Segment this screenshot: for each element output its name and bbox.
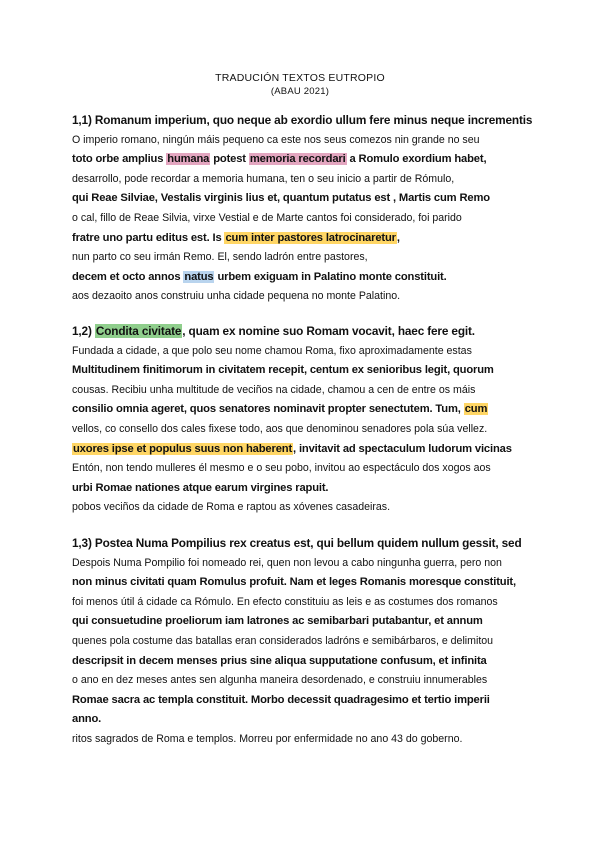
text-segment: foi menos útil á cidade ca Rómulo. En efecto constituiu as leis e as costumes dos romanos <box>72 595 498 608</box>
document-title: TRADUCIÓN TEXTOS EUTROPIO <box>215 72 385 84</box>
latin-line <box>72 442 512 456</box>
section-heading <box>72 113 532 127</box>
latin-line <box>72 191 490 205</box>
galician-translation-line <box>72 211 462 225</box>
text-segment: a Romulo exordium habet, <box>346 153 487 166</box>
text-segment: Fundada a cidade, a que polo seu nome chamou Roma, fixo aproximadamente estas <box>72 344 472 357</box>
text-segment: descripsit in decem menses prius sine aliqua supputatione confusum, et infinita <box>72 654 487 667</box>
text-segment: ritos sagrados de Roma e templos. Morreu por enfermidade no ano 43 do goberno. <box>72 733 463 745</box>
text-segment: consilio omnia ageret, quos senatores nominavit propter senectutem. Tum, <box>72 403 464 416</box>
highlighted-phrase: cum inter pastores latrocinaretur <box>225 231 396 244</box>
text-segment: decem et octo annos <box>72 270 184 283</box>
text-segment: , quam ex nomine suo Romam vocavit, haec fere egit. <box>182 324 475 338</box>
latin-line <box>72 402 488 416</box>
text-segment: potest <box>210 153 249 166</box>
highlighted-phrase: uxores ipse et populus suus non haberent <box>73 442 293 455</box>
text-segment: quenes pola costume das batallas eran considerados ladróns e semibárbaros, e delimitou <box>72 635 494 647</box>
text-segment: Romae sacra ac templa constituit. Morbo decessit quadragesimo et tertio imperii <box>72 693 490 706</box>
text-segment: vellos, co consello dos cales fixese todo, aos que denominou senadores pola súa vellez. <box>72 423 488 435</box>
text-segment: Despois Numa Pompilio foi nomeado rei, quen non levou a cabo ningunha guerra, pero non <box>72 556 502 569</box>
text-segment: , invitavit ad spectaculum ludorum vicinas <box>293 442 512 455</box>
text-segment: 1,1) Romanum imperium, quo neque ab exordio ullum fere minus neque incrementis <box>72 113 533 127</box>
latin-line <box>72 693 490 707</box>
text-segment: anno. <box>72 713 102 726</box>
galician-translation-line <box>72 289 400 303</box>
text-segment: , <box>396 231 400 244</box>
text-segment: fratre uno partu editus est. Is <box>72 231 225 244</box>
galician-translation-line <box>72 422 487 436</box>
text-segment: qui Reae Silviae, Vestalis virginis lius et, quantum putatus est , Martis cum Remo <box>72 192 490 205</box>
galician-translation-line <box>72 383 475 397</box>
galician-translation-line <box>72 595 498 609</box>
latin-line <box>72 654 487 668</box>
highlighted-phrase: natus <box>184 270 214 283</box>
text-segment: 1,3) Postea Numa Pompilius rex creatus est, qui bellum quidem nullum gessit, sed <box>72 536 522 550</box>
document-subtitle: (ABAU 2021) <box>270 86 330 97</box>
highlighted-phrase: Condita civitate <box>95 324 182 338</box>
highlighted-phrase: humana <box>167 153 210 166</box>
text-segment: Entón, non tendo mulleres él mesmo e o seu pobo, invitou ao espectáculo dos xogos aos <box>72 462 491 475</box>
text-segment: pobos veciños da cidade de Roma e raptou as xóvenes casadeiras. <box>72 501 391 514</box>
text-segment: cousas. Recibiu unha multitude de veciños na cidade, chamou a cen de entre os máis <box>72 383 476 396</box>
galician-translation-line <box>72 673 487 687</box>
galician-translation-line <box>72 344 472 358</box>
galician-translation-line <box>72 172 454 186</box>
text-segment: non minus civitati quam Romulus profuit. Nam et leges Romanis moresque constituit, <box>72 576 516 589</box>
latin-line <box>72 575 516 589</box>
text-segment: O imperio romano, ningún máis pequeno ca este nos seus comezos nin grande no seu <box>72 133 480 146</box>
text-segment: o ano en dez meses antes sen algunha maneira desordenado, e construiu innumerables <box>72 674 488 687</box>
galician-translation-line <box>72 461 491 475</box>
text-segment: toto orbe amplius <box>72 153 167 166</box>
section-heading <box>72 536 522 550</box>
galician-translation-line <box>72 634 493 648</box>
galician-translation-line <box>72 250 368 264</box>
galician-translation-line <box>72 556 502 570</box>
highlighted-phrase: memoria recordari <box>249 153 346 166</box>
text-segment: 1,2) <box>72 324 95 338</box>
text-segment: aos dezaoito anos construiu unha cidade pequena no monte Palatino. <box>72 290 401 303</box>
text-segment: o cal, fillo de Reae Silvia, virxe Vestial e de Marte cantos foi considerado, foi parido <box>72 212 462 224</box>
latin-line <box>72 614 483 628</box>
section-heading <box>72 324 475 338</box>
galician-translation-line <box>72 500 390 514</box>
text-segment: nun parto co seu irmán Remo. El, sendo ladrón entre pastores, <box>72 251 368 264</box>
latin-line <box>72 363 494 377</box>
text-segment: urbi Romae nationes atque earum virgines rapuit. <box>72 481 329 494</box>
latin-line <box>72 712 101 726</box>
galician-translation-line <box>72 732 462 746</box>
latin-line <box>72 270 447 284</box>
highlighted-phrase: cum <box>464 403 488 416</box>
latin-line <box>72 481 328 495</box>
latin-line <box>72 231 400 245</box>
galician-translation-line <box>72 133 480 147</box>
text-segment: Multitudinem finitimorum in civitatem recepit, centum ex senioribus legit, quorum <box>72 364 494 377</box>
text-segment: urbem exiguam in Palatino monte constituit. <box>214 270 447 283</box>
text-segment: desarrollo, pode recordar a memoria humana, ten o seu inicio a partir de Rómulo, <box>72 172 455 185</box>
latin-line <box>72 152 486 166</box>
text-segment: qui consuetudine proeliorum iam latrones ac semibarbari putabantur, et annum <box>72 615 483 628</box>
